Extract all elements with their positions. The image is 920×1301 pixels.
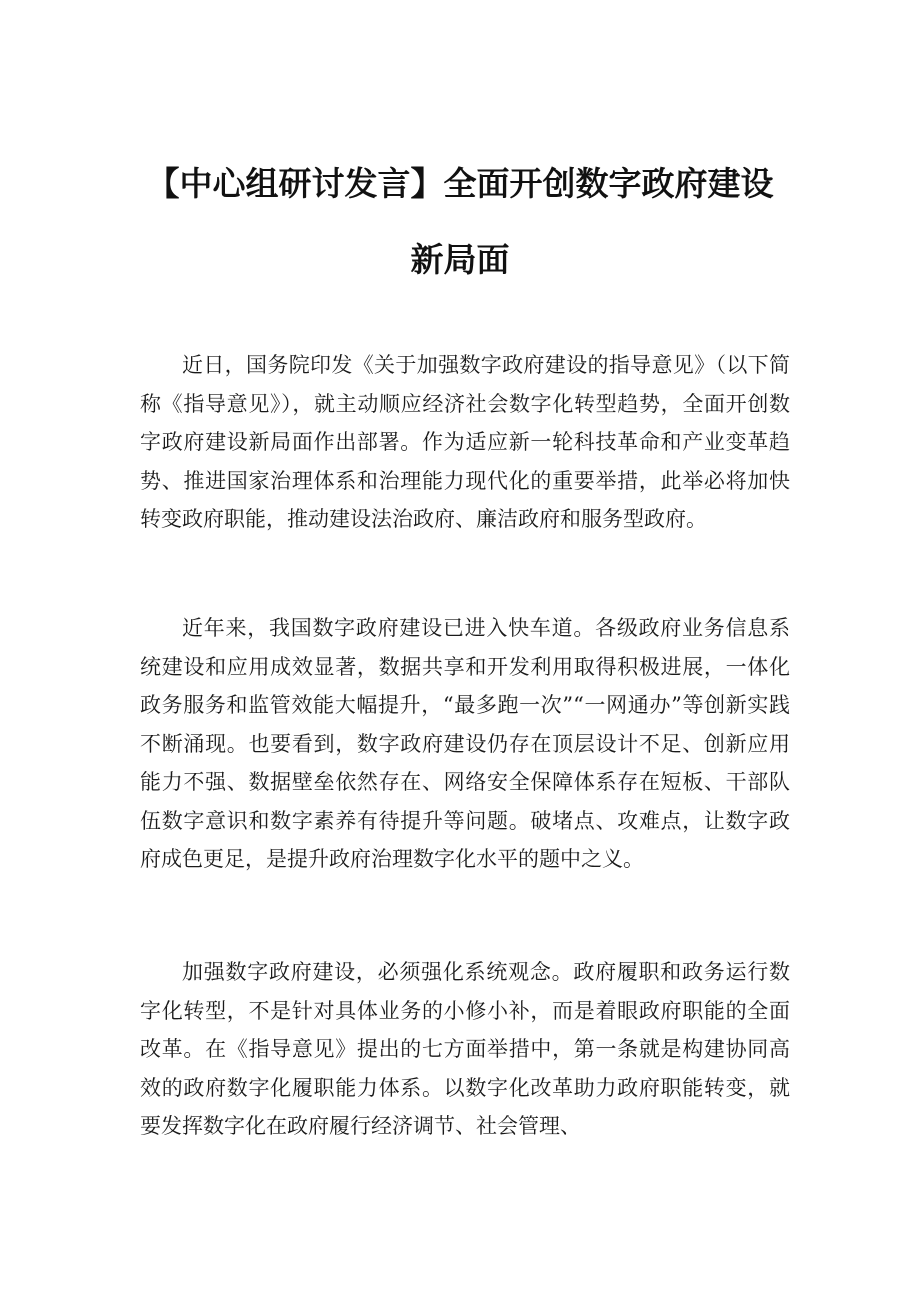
document-title-line-1: 【中心组研讨发言】全面开创数字政府建设	[146, 164, 774, 203]
document-title-line-2: 新局面	[410, 240, 510, 279]
paragraph: 近日，国务院印发《关于加强数字政府建设的指导意见》（以下简称《指导意见》），就主动顺应经济社会数字化转型趋势，全面开创数字政府建设新局面作出部署。作为适应新一轮科技革命和产业变革趋势、推进国家治理体系和治理能力现代化的重要举措，此举必将加快转变政府职能，推动建设法治政府、廉洁政府和服务型政府。	[140, 353, 790, 531]
paragraph: 加强数字政府建设，必须强化系统观念。政府履职和政务运行数字化转型，不是针对具体业务的小修小补，而是着眼政府职能的全面改革。在《指导意见》提出的七方面举措中，第一条就是构建协同高效的政府数字化履职能力体系。以数字化改革助力政府职能转变，就要发挥数字化在政府履行经济调节、社会管理、	[140, 960, 790, 1138]
paragraph: 近年来，我国数字政府建设已进入快车道。各级政府业务信息系统建设和应用成效显著，数据共享和开发利用取得积极进展，一体化政务服务和监管效能大幅提升，“最多跑一次”“一网通办”等创新实践不断涌现。也要看到，数字政府建设仍存在顶层设计不足、创新应用能力不强、数据壁垒依然存在、网络安全保障体系存在短板、干部队伍数字意识和数字素养有待提升等问题。破堵点、攻难点，让数字政府成色更足，是提升政府治理数字化水平的题中之义。	[140, 616, 790, 871]
